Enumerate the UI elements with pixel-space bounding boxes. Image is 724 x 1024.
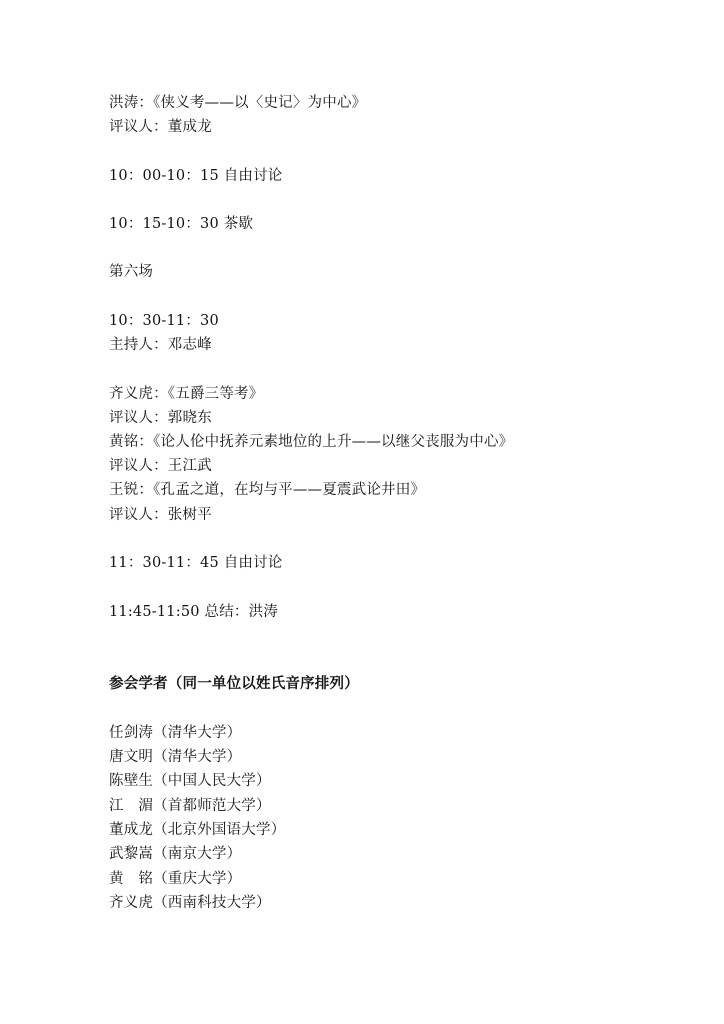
session6-title: 第六场: [109, 264, 154, 280]
session6-talk1-discussant: 评议人：郭晓东: [109, 410, 212, 426]
session6-time: 10：30-11：30: [109, 313, 219, 329]
session6-summary: 11:45-11:50 总结：洪涛: [109, 604, 278, 620]
participant-item: 黄 铭（重庆大学）: [109, 871, 242, 887]
participant-item: 江 湄（首都师范大学）: [109, 798, 271, 814]
participant-item: 陈壁生（中国人民大学）: [109, 773, 271, 789]
session6-talk3: 王锐：《孔孟之道，在均与平——夏震武论井田》: [109, 482, 426, 498]
session5-talk1: 洪涛：《侠义考——以〈史记〉为中心》: [109, 95, 367, 111]
session5-tea-break: 10：15-10：30 茶歇: [109, 216, 254, 232]
session6-talk2-discussant: 评议人：王江武: [109, 458, 212, 474]
participant-item: 董成龙（北京外国语大学）: [109, 822, 286, 838]
session5-discussion: 10：00-10：15 自由讨论: [109, 168, 283, 184]
participant-item: 齐义虎（西南科技大学）: [109, 895, 271, 911]
session5-talk1-discussant: 评议人：董成龙: [109, 119, 212, 135]
participants-heading: 参会学者（同一单位以姓氏音序排列）: [109, 676, 359, 692]
participant-item: 武黎嵩（南京大学）: [109, 846, 242, 862]
session6-talk3-discussant: 评议人：张树平: [109, 507, 212, 523]
participant-item: 任剑涛（清华大学）: [109, 725, 242, 741]
session6-talk1: 齐义虎：《五爵三等考》: [109, 386, 264, 402]
participant-item: 唐文明（清华大学）: [109, 749, 242, 765]
session6-host: 主持人：邓志峰: [109, 337, 212, 353]
session6-talk2: 黄铭：《论人伦中抚养元素地位的上升——以继父丧服为中心》: [109, 434, 514, 450]
session6-discussion: 11：30-11：45 自由讨论: [109, 555, 283, 571]
